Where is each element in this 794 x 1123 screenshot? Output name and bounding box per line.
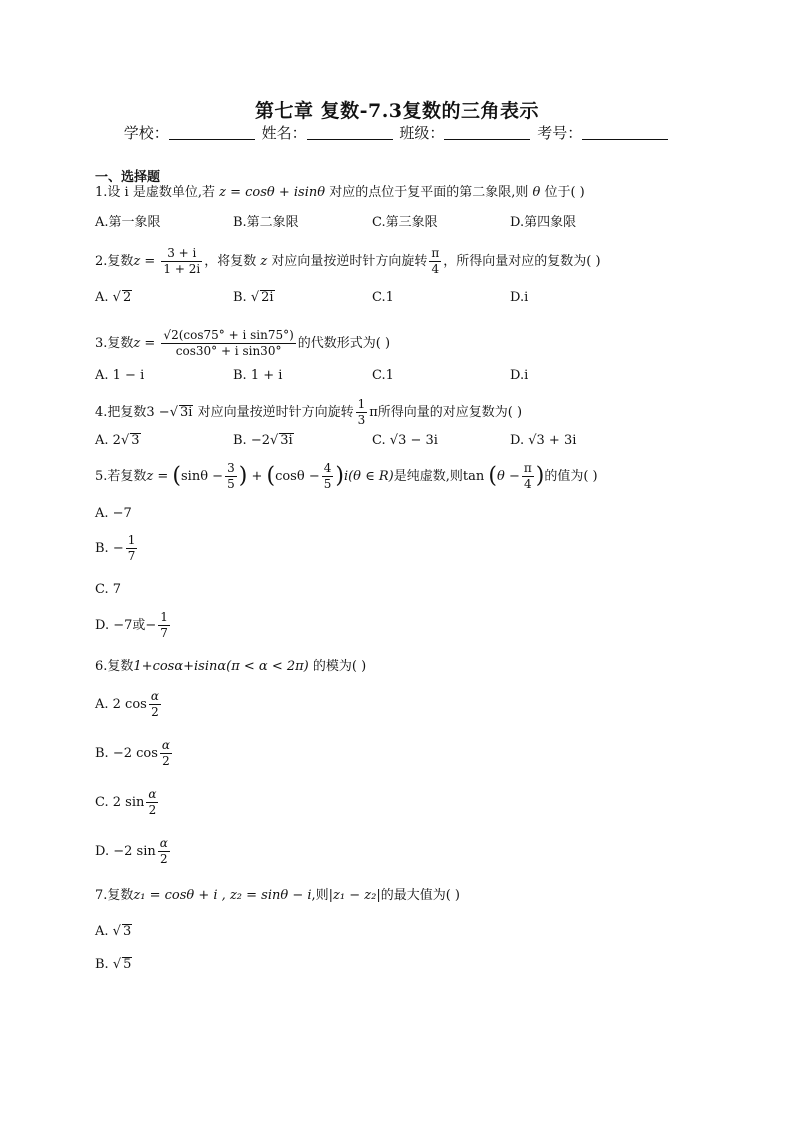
- q6-option-a-fraction: [149, 689, 161, 720]
- q2-option-a-radicand: 2: [122, 290, 132, 305]
- q4-expr: 3 −: [146, 405, 170, 420]
- q6-option-c-label: C. 2 sin: [95, 795, 145, 810]
- q7-option-a-label: A.: [95, 924, 109, 939]
- q5-term-a: sinθ −: [181, 469, 224, 484]
- q5-frac-a: [225, 461, 237, 492]
- q1-expr: z = cosθ + isinθ: [219, 185, 326, 200]
- q2-option-d[interactable]: D.i: [510, 290, 529, 305]
- question-6: [95, 657, 366, 677]
- q4-option-d-label: D.: [510, 433, 525, 448]
- q2-angle-num: π: [431, 246, 440, 260]
- q2-mid: ，将复数: [204, 254, 257, 269]
- number-blank[interactable]: [582, 125, 668, 140]
- q4-option-a[interactable]: [95, 431, 141, 451]
- school-blank[interactable]: [169, 125, 255, 140]
- q5-frac-b-num: 4: [323, 461, 332, 475]
- q3-z: z =: [133, 336, 156, 351]
- question-4: [95, 397, 522, 428]
- q5-frac-b: [322, 461, 334, 492]
- name-label: 姓名：: [261, 124, 307, 142]
- student-info-row: [0, 122, 794, 143]
- q5-frac-a-den: 5: [227, 477, 235, 491]
- q7-expr: z₁ = cosθ + i , z₂ = sinθ − i: [133, 888, 312, 903]
- q6-option-d-den: 2: [159, 852, 168, 866]
- q1-theta: θ: [532, 185, 541, 200]
- sqrt-icon: √: [269, 433, 279, 448]
- q5-frac-a-num: 3: [227, 461, 235, 475]
- sqrt-icon: √: [169, 405, 178, 420]
- q2-angle-den: 4: [431, 262, 440, 276]
- sqrt-icon: √: [528, 433, 537, 448]
- q2-z2: z: [260, 254, 268, 269]
- q5-option-b-label: B. −: [95, 541, 124, 556]
- q2-post: ，所得向量对应的复数为( ): [443, 254, 601, 269]
- q6-option-b-num: α: [161, 738, 171, 752]
- q7-post: 的最大值为( ): [380, 888, 460, 903]
- q4-pre: 4.把复数: [95, 405, 147, 420]
- question-5: 5.若复数z = (sinθ − $\frac{3}{5}$ ) + (cosθ − $\frac{4}{5}$ )i(θ ∈ R)是纯虚数,则tan (θ − $\frac{\pi}{4}$ )的值为( ): [95, 461, 598, 491]
- right-paren-icon: ): [238, 463, 248, 489]
- q5-end: 的值为( ): [544, 469, 598, 484]
- q4-option-d-value: 3 + 3i: [536, 433, 577, 448]
- q6-option-d-fraction: [158, 836, 170, 867]
- class-label: 班级：: [399, 124, 445, 142]
- q4-angle-den: 3: [357, 413, 366, 427]
- sqrt-icon: √: [112, 957, 122, 972]
- q1-option-d[interactable]: D.第四象限: [510, 215, 577, 230]
- q5-z: z =: [146, 469, 169, 484]
- q5-option-d-num: 1: [160, 610, 168, 624]
- q6-expr: 1+cosα+isinα(π < α < 2π): [133, 659, 309, 674]
- q5-option-b-fraction: [126, 533, 138, 564]
- q6-option-b[interactable]: [95, 738, 174, 769]
- q7-pre: 7.复数: [95, 888, 134, 903]
- q7-abs: |z₁ − z₂|: [328, 888, 381, 903]
- q3-option-b[interactable]: B. 1 + i: [233, 368, 283, 383]
- left-paren-icon: (: [488, 463, 497, 489]
- q2-z: z =: [133, 254, 156, 269]
- q1-option-b[interactable]: B.第二象限: [233, 215, 299, 230]
- q3-option-a[interactable]: A. 1 − i: [95, 368, 145, 383]
- q5-frac-b-den: 5: [323, 477, 332, 491]
- q6-option-d-num: α: [159, 836, 168, 850]
- q3-pre: 3.复数: [95, 336, 134, 351]
- sqrt-icon: √: [112, 924, 121, 939]
- q4-option-c-label: C.: [372, 433, 386, 448]
- right-paren-icon: ): [535, 463, 545, 489]
- q4-option-b-radicand: 3i: [280, 433, 293, 448]
- q2-option-a[interactable]: [95, 288, 132, 308]
- q3-option-d[interactable]: D.i: [510, 368, 529, 383]
- sqrt-icon: √: [163, 328, 172, 342]
- q7-option-a[interactable]: [95, 922, 132, 942]
- q4-option-a-radicand: 3: [131, 433, 140, 448]
- q6-option-a-label: A. 2 cos: [95, 697, 147, 712]
- class-blank[interactable]: [444, 125, 530, 140]
- q5-option-d-fraction: [158, 610, 170, 641]
- left-paren-icon: (: [172, 463, 182, 489]
- q2-frac-num: 3 + i: [161, 246, 202, 262]
- q6-option-a-den: 2: [151, 705, 159, 719]
- q4-option-b[interactable]: [233, 431, 294, 451]
- sqrt-icon: √: [120, 433, 130, 448]
- q5-term-b: cosθ −: [275, 469, 320, 484]
- q2-option-b-label: B.: [233, 290, 247, 305]
- q2-angle-fraction: [429, 246, 441, 277]
- question-3: [95, 328, 390, 359]
- q6-option-d[interactable]: [95, 836, 172, 867]
- q6-option-a[interactable]: [95, 689, 163, 720]
- q5-option-d-label: D. −7或−: [95, 618, 157, 633]
- q7-option-a-radicand: 3: [122, 924, 132, 939]
- q6-option-a-num: α: [150, 689, 159, 703]
- q5-option-d-den: 7: [160, 626, 168, 640]
- q6-option-b-fraction: [160, 738, 172, 769]
- school-label: 学校：: [123, 124, 169, 142]
- q5-frac-c-num: π: [523, 461, 532, 475]
- q6-option-c[interactable]: [95, 787, 160, 818]
- q5-option-b-num: 1: [127, 533, 136, 547]
- q3-frac-num-text: 2(cos75° + i sin75°): [171, 328, 294, 342]
- name-blank[interactable]: [307, 125, 393, 140]
- q6-option-c-num: α: [148, 787, 157, 801]
- q4-option-b-label: B. −2: [233, 433, 270, 448]
- sqrt-icon: √: [112, 290, 121, 305]
- q3-fraction: [161, 328, 295, 359]
- q5-frac-c: [522, 461, 534, 492]
- q4-angle-num: 1: [357, 397, 366, 411]
- q6-option-b-den: 2: [162, 754, 170, 768]
- q5-frac-c-den: 4: [523, 477, 532, 491]
- q4-option-a-label: A. 2: [95, 433, 121, 448]
- q5-option-a[interactable]: A. −7: [95, 506, 132, 521]
- q1-option-a[interactable]: A.第一象限: [95, 215, 161, 230]
- q2-option-c[interactable]: C.1: [372, 290, 394, 305]
- q4-option-c[interactable]: [372, 431, 438, 451]
- q6-post: 的模为( ): [312, 659, 367, 674]
- q5-pre: 5.若复数: [95, 469, 147, 484]
- q6-option-d-label: D. −2 sin: [95, 844, 156, 859]
- q4-option-c-value: 3 − 3i: [398, 433, 438, 448]
- question-2: [95, 246, 601, 277]
- q5-option-d[interactable]: [95, 610, 172, 641]
- q5-post: 是纯虚数,则: [393, 469, 463, 484]
- q5-option-b[interactable]: [95, 533, 139, 564]
- q6-pre: 6.复数: [95, 659, 134, 674]
- q4-option-d[interactable]: [510, 431, 576, 451]
- q6-option-c-fraction: [146, 787, 158, 818]
- section-heading: 一、选择题: [95, 170, 161, 185]
- q2-fraction: [161, 246, 202, 277]
- q1-pre: 1.设 i 是虚数单位,若: [95, 185, 215, 200]
- q1-end: 位于( ): [544, 185, 585, 200]
- q7-option-b[interactable]: [95, 955, 132, 975]
- q4-pi: π: [369, 405, 378, 420]
- q2-frac-den: 1 + 2i: [163, 262, 201, 276]
- right-paren-icon: ): [335, 463, 344, 489]
- q3-post: 的代数形式为( ): [297, 336, 391, 351]
- q3-frac-num: [161, 328, 295, 344]
- q3-frac-den: cos30° + i sin30°: [175, 344, 282, 358]
- q2-option-b[interactable]: [233, 288, 275, 308]
- q2-option-b-radicand: 2i: [261, 290, 274, 305]
- q7-mid: ,则: [311, 888, 329, 903]
- q3-option-c[interactable]: C.1: [372, 368, 394, 383]
- q1-post: 对应的点位于复平面的第二象限,则: [329, 185, 529, 200]
- q6-option-b-label: B. −2 cos: [95, 746, 158, 761]
- q5-term-c: θ −: [497, 469, 520, 484]
- left-paren-icon: (: [266, 463, 276, 489]
- q2-pre: 2.复数: [95, 254, 134, 269]
- q5-tan: tan: [462, 469, 485, 484]
- q4-mid: 对应向量按逆时针方向旋转: [197, 405, 354, 420]
- q4-angle-fraction: [356, 397, 368, 428]
- q1-option-c[interactable]: C.第三象限: [372, 215, 438, 230]
- sqrt-icon: √: [250, 290, 260, 305]
- q2-mid2: 对应向量按逆时针方向旋转: [271, 254, 428, 269]
- q5-mid: i(θ ∈ R): [343, 469, 394, 484]
- q4-post: 所得向量的对应复数为( ): [377, 405, 523, 420]
- q2-option-a-label: A.: [95, 290, 109, 305]
- question-1: [95, 183, 585, 203]
- page-title: 第七章 复数-7.3复数的三角表示: [254, 100, 540, 122]
- q5-option-c[interactable]: C. 7: [95, 582, 122, 597]
- sqrt-icon: √: [389, 433, 399, 448]
- q7-option-b-label: B.: [95, 957, 109, 972]
- q4-expr-radicand: 3i: [180, 405, 193, 420]
- number-label: 考号：: [537, 124, 583, 142]
- q7-option-b-radicand: 5: [123, 957, 132, 972]
- q5-option-b-den: 7: [127, 549, 136, 563]
- q6-option-c-den: 2: [148, 803, 157, 817]
- question-7: [95, 886, 460, 906]
